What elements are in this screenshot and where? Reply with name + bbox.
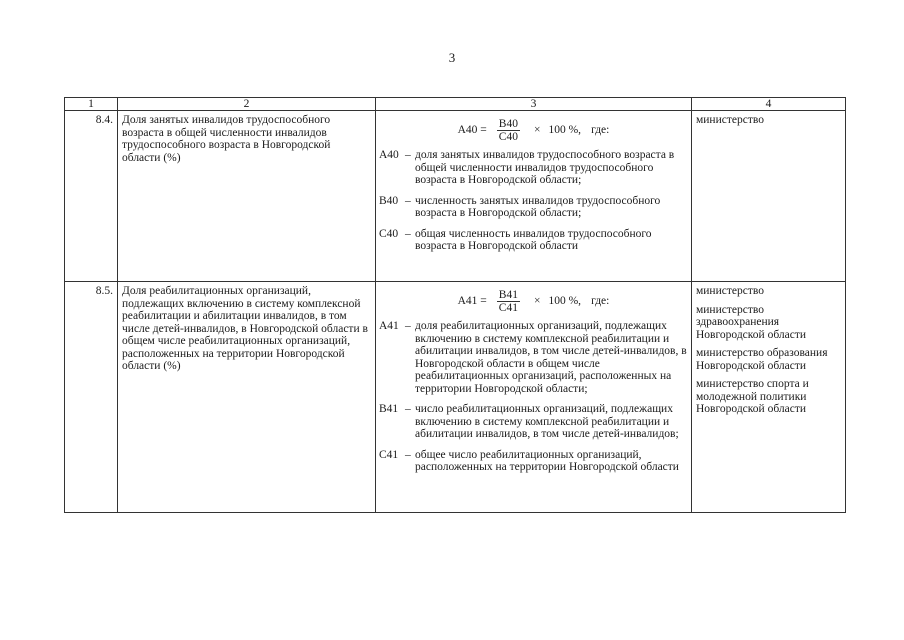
calculation-method — [376, 111, 692, 282]
page-number: 3 — [448, 50, 456, 65]
definition-dash: – — [405, 448, 411, 461]
definition-symbol: C41 — [379, 448, 399, 461]
definition-text: общая численность инвалидов трудоспособного возраста в Новгородской области — [415, 227, 652, 252]
row-number: 8.5. — [65, 282, 118, 513]
responsible-item: министерство образования Новгородской области — [696, 347, 828, 372]
fraction — [497, 289, 520, 314]
definition — [379, 320, 688, 395]
definition-text: доля занятых инвалидов трудоспособного возраста в общей численности инвалидов трудоспособного возраста в Новгородской области; — [415, 149, 675, 186]
definition-symbol: C40 — [379, 227, 399, 240]
responsible-item: министерство — [696, 114, 764, 126]
formula-lhs: A40 = — [457, 124, 487, 137]
definition — [379, 149, 688, 187]
column-header: 4 — [692, 98, 846, 111]
definition-text: численность занятых инвалидов трудоспособного возраста в Новгородской области; — [415, 194, 661, 219]
definition-symbol: B40 — [379, 194, 399, 207]
definition — [379, 449, 688, 474]
definition-symbol: A41 — [379, 320, 399, 332]
fraction-denominator: C41 — [498, 302, 518, 314]
definition — [379, 403, 688, 441]
definition-symbol: A40 — [379, 149, 399, 161]
fraction — [497, 118, 520, 143]
responsible-executors — [692, 111, 846, 282]
formula — [379, 118, 688, 143]
definition-text: общее число реабилитационных организаций, расположенных на территории Новгородской области — [415, 448, 679, 473]
formula — [379, 289, 688, 314]
multiply-sign: × — [533, 295, 541, 308]
definition-dash: – — [405, 149, 411, 161]
column-header: 1 — [65, 98, 118, 111]
fraction-numerator: B41 — [498, 289, 518, 301]
responsible-item: министерство здравоохранения Новгородской области — [696, 303, 807, 341]
definition-dash: – — [405, 227, 411, 240]
formula-lhs: A41 = — [457, 295, 487, 308]
responsible-executors — [692, 282, 846, 513]
calculation-method — [376, 282, 692, 513]
column-header: 3 — [376, 98, 692, 111]
fraction-denominator: C40 — [498, 131, 518, 143]
definition — [379, 195, 688, 220]
table-row — [65, 111, 846, 282]
table-row — [65, 282, 846, 513]
definition-text: число реабилитационных организаций, подлежащих включению в систему комплексной реабилитации и абилитации инвалидов, в том числе детей-инвалидов; — [415, 403, 679, 440]
definition-text: доля реабилитационных организаций, подлежащих включению в систему комплексной реабилитации и абилитации инвалидов, в том числе детей-инвалидов, в Новгородской области в общем числе реабилитационных организаций, расположенных на территории Новгородской области; — [415, 320, 687, 395]
formula-percent: 100 %, — [548, 124, 582, 137]
definition-dash: – — [405, 194, 411, 207]
formula-where: где: — [591, 295, 610, 308]
responsible-item: министерство — [696, 285, 764, 297]
definition-dash: – — [405, 403, 411, 415]
indicator-name: Доля реабилитационных организаций, подлежащих включению в систему комплексной реабилитации и абилитации инвалидов, в том числе детей-инвалидов, в Новгородской области в общем числе реабилитационных организаций, расположенных на территории Новгородской области (%) — [118, 282, 376, 513]
formula-percent: 100 %, — [548, 295, 582, 308]
formula-where: где: — [591, 124, 610, 137]
definition — [379, 228, 688, 253]
row-number: 8.4. — [65, 111, 118, 282]
fraction-numerator: B40 — [498, 118, 518, 130]
column-header: 2 — [118, 98, 376, 111]
multiply-sign: × — [533, 124, 541, 137]
indicator-name: Доля занятых инвалидов трудоспособного возраста в общей численности инвалидов трудоспособного возраста в Новгородской области (%) — [118, 111, 376, 282]
definition-dash: – — [405, 320, 411, 332]
table-header-row — [65, 98, 846, 111]
definition-symbol: B41 — [379, 403, 399, 415]
responsible-item: министерство спорта и молодежной политики Новгородской области — [696, 378, 809, 415]
indicators-table — [64, 97, 846, 513]
